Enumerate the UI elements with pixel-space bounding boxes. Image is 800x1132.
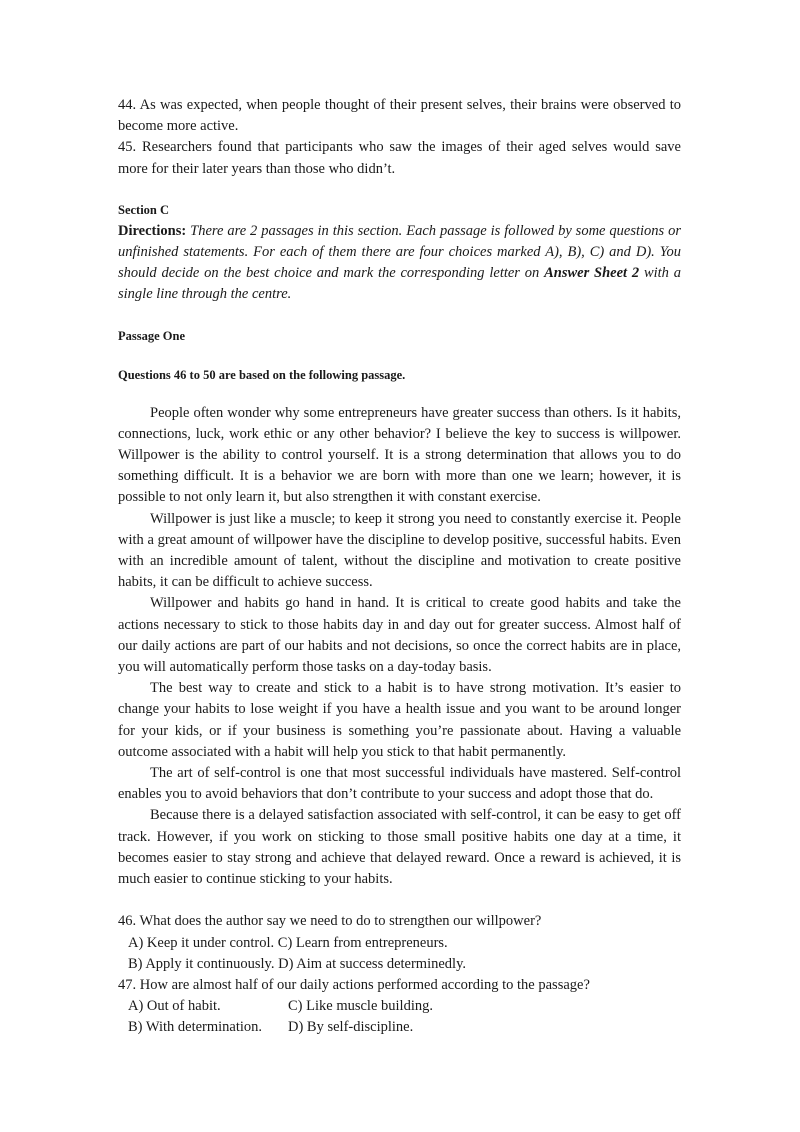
question-46-options-ac: A) Keep it under control. C) Learn from entrepreneurs. <box>128 934 448 951</box>
directions-label: Directions: <box>118 222 187 239</box>
passage-title: Passage One <box>118 328 186 343</box>
section-title: Section C <box>118 202 170 217</box>
question-46-stem: 46. What does the author say we need to do to strengthen our willpower? <box>118 913 542 930</box>
question-47-option-c: C) Like muscle building. <box>288 998 433 1015</box>
item-45: 45. Researchers found that participants who saw the images of their aged selves would save more for their later years than those who didn’t. <box>118 139 681 177</box>
passage-paragraph-5: The art of self-control is one that most successful individuals have mastered. Self-control enables you to avoid behaviors that don’t contribute to your success and adopt those that do. <box>118 765 681 803</box>
question-47-option-b: B) With determination. <box>128 1019 263 1036</box>
question-47-stem: 47. How are almost half of our daily actions performed according to the passage? <box>118 976 590 993</box>
passage-paragraph-3: Willpower and habits go hand in hand. It is critical to create good habits and take the actions necessary to stick to those habits day in and day out for greater success. Almost half of our daily actions are part of our habits and not decisions, so once the correct habits are in place, you will automatically perform those tasks on a day-today basis. <box>118 595 681 676</box>
question-47-option-a: A) Out of habit. <box>128 998 221 1015</box>
directions-answer-sheet: Answer Sheet 2 <box>544 265 640 282</box>
directions-text-1: There are 2 passages in this section. Each passage is followed by some questions or unfinished statements. For each of them there are four choices marked A), B), C) and D). You should decide on the best choice and mark the corresponding letter on <box>118 222 681 282</box>
item-44: 44. As was expected, when people thought of their present selves, their brains were observed to become more active. <box>118 97 681 135</box>
directions <box>118 221 681 306</box>
passage-paragraph-6: Because there is a delayed satisfaction associated with self-control, it can be easy to get off track. However, if you work on sticking to those small positive habits one day at a time, it becomes easier to stay strong and achieve that delayed reward. Once a reward is achieved, it is much easier to continue sticking to your habits. <box>118 807 681 888</box>
directions-text-2: with a single line through the centre. <box>118 265 681 303</box>
questions-intro: Questions 46 to 50 are based on the following passage. <box>118 367 406 382</box>
passage-paragraph-1: People often wonder why some entrepreneurs have greater success than others. Is it habits, connections, luck, work ethic or any other behavior? I believe the key to success is willpower. Willpower is the ability to control yourself. It is a strong determination that allows you to do something difficult. It is a behavior we are born with more than one we learn; however, it is possible to not only learn it, but also strengthen it with constant exercise. <box>118 404 681 506</box>
question-46-options-bd: B) Apply it continuously. D) Aim at success determinedly. <box>128 955 467 972</box>
question-47-option-d: D) By self-discipline. <box>288 1019 414 1036</box>
page-content <box>118 95 681 1039</box>
passage-paragraph-2: Willpower is just like a muscle; to keep it strong you need to constantly exercise it. People with a great amount of willpower have the discipline to develop positive, successful habits. Even with an incredible amount of talent, without the discipline and motivation to create positive habits, it can be difficult to achieve success. <box>118 510 681 591</box>
question-47-options <box>118 996 681 1038</box>
passage-paragraph-4: The best way to create and stick to a habit is to have strong motivation. It’s easier to change your habits to lose weight if you have a health issue and you want to be around longer for your kids, or if your business is something you’re passionate about. Having a valuable outcome associated with a habit will help you stick to that habit permanently. <box>118 680 681 760</box>
